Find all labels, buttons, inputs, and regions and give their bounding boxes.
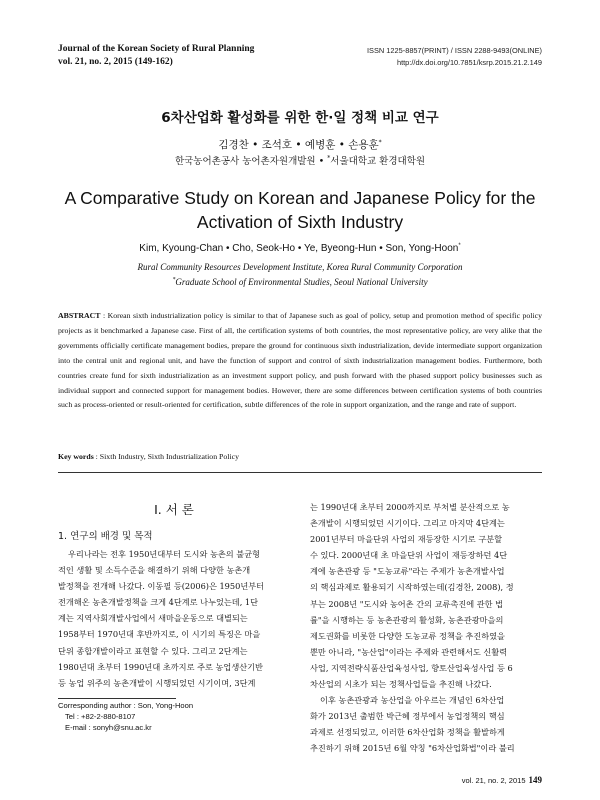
keywords-label: Key words [58, 452, 94, 461]
body-line: 1980년대 초부터 1990년대 초까지로 주로 농업생산기반 [58, 661, 263, 672]
body-line: 촌개발이 시행되었던 시기이다. 그리고 마지막 4단계는 [310, 518, 505, 529]
footnote-tel: Tel : +82-2-880-8107 [65, 712, 136, 722]
body-line: 과제로 선정되었고, 이러한 6차산업화 정책을 활발하게 [310, 727, 505, 738]
affiliation-english-2-text: Graduate School of Environmental Studies, Seoul National University [175, 277, 428, 287]
body-line: 발정책을 전개해 나갔다. 이동필 등(2006)은 1950년부터 [58, 581, 265, 592]
title-english-line1: A Comparative Study on Korean and Japanese Policy for the [64, 188, 536, 208]
authors-english [0, 243, 600, 254]
title-english-line2: Activation of Sixth Industry [196, 212, 404, 232]
left-column-body [58, 546, 296, 691]
divider [58, 472, 542, 473]
body-line: 사업, 지역전략식품산업육성사업, 향토산업육성사업 등 6 [310, 662, 513, 673]
page-number: 149 [528, 775, 542, 785]
page-footer [462, 775, 542, 785]
journal-identifiers [367, 45, 542, 68]
abstract-label: ABSTRACT [58, 311, 101, 320]
body-line: 단위 종합개발이라고 표현할 수 있다. 그리고 2단계는 [58, 645, 248, 656]
footer-volume: vol. 21, no. 2, 2015 [461, 776, 526, 785]
body-line: 1958부터 1970년대 후반까지로, 이 시기의 특징은 마을 [58, 629, 261, 640]
affiliation-english-2 [0, 277, 600, 287]
body-line: 률"을 시행하는 등 농촌관광의 활성화, 농촌관광마을의 [310, 614, 504, 625]
body-line: 의 핵심과제로 활용되기 시작하였는데(김경찬, 2008), 정 [310, 582, 514, 593]
affiliation-korean [0, 153, 600, 167]
body-line: 제도권화를 비롯한 다양한 도농교류 정책을 추진하였을 [310, 630, 505, 641]
right-column-body [310, 499, 545, 757]
body-line: 등 농업 위주의 농촌개발이 시행되었던 시기이며, 3단계 [58, 677, 256, 688]
authors-korean [0, 137, 600, 152]
body-line: 계는 지역사회개발사업에서 새마을운동으로 대별되는 [58, 613, 248, 624]
affiliation-korean-2: 서울대학교 환경대학원 [330, 156, 426, 167]
body-line: 부는 2008년 "도시와 농어촌 간의 교류촉진에 관한 법 [310, 598, 504, 609]
subsection-heading: 1. 연구의 배경 및 목적 [58, 531, 153, 542]
body-line: 2001년부터 마을단위 사업의 재등장한 시기로 구분할 [310, 534, 503, 545]
body-line: 추진하기 위해 2015년 6월 약칭 "6차산업화법"이라 불리 [310, 743, 515, 754]
body-line: 차산업의 시초가 되는 정책사업들을 추진해 나갔다. [310, 679, 492, 690]
keywords-text: : Sixth Industry, Sixth Industrialization Policy [93, 452, 239, 461]
abstract [58, 309, 542, 413]
footnote-email[interactable]: E-mail : sonyh@snu.ac.kr [65, 723, 152, 733]
journal-name: Journal of the Korean Society of Rural Planning [58, 44, 255, 54]
title-korean: 6차산업화 활성화를 위한 한·일 정책 비교 연구 [161, 110, 439, 126]
authors-korean-names: 김경찬 • 조석호 • 예병훈 • 손용훈 [218, 139, 379, 151]
issn: ISSN 1225-8857(PRINT) / ISSN 2288-9493(ONLINE) [367, 46, 542, 55]
footnote-author: Corresponding author : Son, Yong-Hoon [58, 701, 194, 710]
authors-english-names: Kim, Kyoung-Chan • Cho, Seok-Ho • Ye, Byeong-Hun • Son, Yong-Hoon [139, 243, 459, 254]
body-line: 수 있다. 2000년대 초 마을단위 사업이 재등장하던 4단 [310, 550, 508, 561]
corresponding-author-footnote [58, 700, 193, 734]
body-line: 는 1990년대 초부터 2000까지로 부처별 분산적으로 농 [310, 502, 510, 512]
affiliation-korean-1: 한국농어촌공사 농어촌자원개발원 • [174, 156, 328, 167]
journal-volume: vol. 21, no. 2, 2015 (149-162) [58, 57, 173, 67]
body-line: 우리나라는 전후 1950년대부터 도시와 농촌의 불균형 [68, 549, 261, 559]
author-mark: * [378, 139, 382, 146]
footnote-divider [58, 698, 176, 699]
title-english [40, 186, 560, 234]
journal-header [58, 43, 254, 69]
keywords [58, 452, 239, 461]
affiliation-english-1: Rural Community Resources Development Institute, Korea Rural Community Corporation [137, 262, 463, 272]
body-line: 뿐만 아니라, "농산업"이라는 주제와 관련해서도 신활력 [310, 646, 508, 657]
author-mark-en: * [458, 243, 461, 249]
body-line: 계에 농촌관광 등 "도농교류"라는 주제가 농촌개발사업 [310, 566, 505, 577]
affiliation-mark: * [327, 155, 331, 162]
section-heading: I. 서 론 [154, 502, 194, 517]
body-line: 적인 생활 및 소득수준을 해결하기 위해 다양한 농촌개 [58, 565, 251, 576]
body-line: 화가 2013년 출범한 박근혜 정부에서 농업정책의 핵심 [310, 711, 505, 722]
abstract-text: : Korean sixth industrialization policy is similar to that of Japanese such as goal of policy, setup and promotion method of specific policy projects as it benchmarked a Japanese case. First of all, the certification systems of both countries, the most representative policy, are very alike that the governments officially certificate management bodies, prepare the ground for continuous sixth industrialization, devide intermediate support organization into the central unit and regional unit, and have the function of support and control of sixth industrialization management bodies. Furthermore, both countries create fund for sixth industrialization as an investment support policy, and push forward with the phased support policy businesses such as individual support and connected support for management bodies. However, there are some differences between certification systems of both countries such as process-oriented or result-oriented for certification, subtle differences of the role in support organization, and the range and rate of support. [58, 311, 542, 410]
doi-link[interactable]: http://dx.doi.org/10.7851/ksrp.2015.21.2.149 [396, 57, 542, 67]
body-line: 이후 농촌관광과 농산업을 아우르는 개념인 6차산업 [320, 695, 505, 706]
affiliation-mark-en: * [172, 277, 176, 283]
body-line: 전개해온 농촌개발정책을 크게 4단계로 나누었는데, 1단 [58, 597, 259, 608]
